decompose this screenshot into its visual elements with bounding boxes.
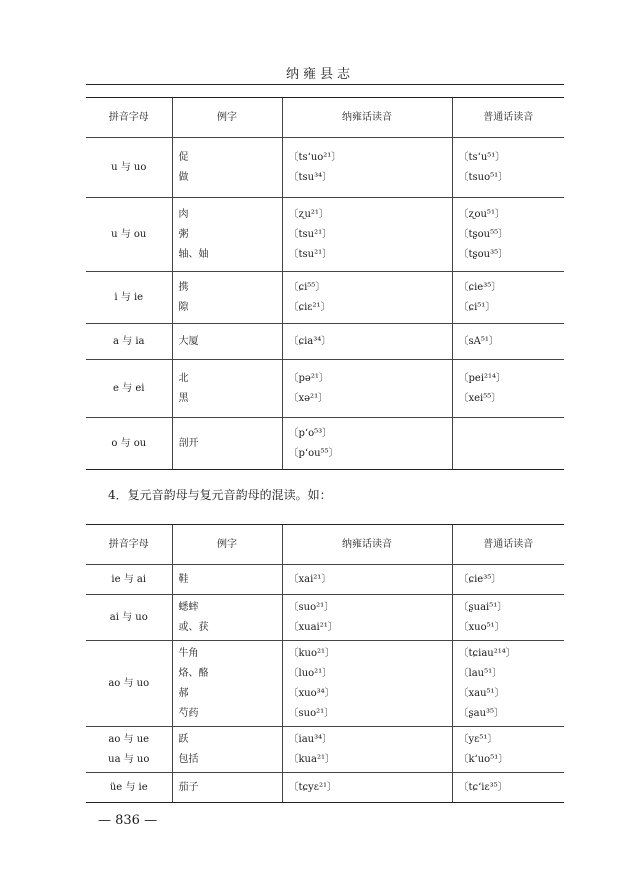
putonghua-reading: 〔xuo⁵¹〕 <box>458 621 505 633</box>
header-pinyin: 拼音字母 <box>86 98 172 138</box>
nayong-reading: 〔p‘o⁵³〕 <box>288 427 333 439</box>
putonghua-reading: 〔yɛ⁵¹〕 <box>458 733 498 745</box>
example-word: 促 <box>178 151 189 163</box>
example-word: 黑 <box>178 392 189 404</box>
nayong-reading-cell <box>282 565 452 595</box>
header-putonghua-reading: 普通话读音 <box>452 98 564 138</box>
putonghua-reading-cell <box>452 727 564 773</box>
example-cell <box>172 360 282 418</box>
putonghua-reading: 〔ɕi⁵¹〕 <box>458 301 496 313</box>
example-word: 轴、妯 <box>178 248 209 260</box>
putonghua-reading: 〔tɕ‘iɛ³⁵〕 <box>458 781 508 793</box>
putonghua-reading-cell <box>452 773 564 803</box>
nayong-reading: 〔ɕiɛ²¹〕 <box>288 301 331 313</box>
nayong-reading: 〔xuo³⁴〕 <box>288 687 335 699</box>
pinyin-cell <box>86 773 172 803</box>
putonghua-reading: 〔ɕie³⁵〕 <box>458 281 502 293</box>
nayong-reading-cell <box>282 272 452 324</box>
table-compound-mixing <box>86 524 564 803</box>
example-cell <box>172 324 282 360</box>
page-number: — 836 — <box>98 813 158 828</box>
nayong-reading: 〔tsu²¹〕 <box>288 228 333 240</box>
table-row <box>86 360 564 418</box>
table-row <box>86 324 564 360</box>
example-word: 包括 <box>178 753 199 765</box>
pinyin-cell <box>86 727 172 773</box>
nayong-reading: 〔ɕi⁵⁵〕 <box>288 281 326 293</box>
nayong-reading: 〔kua²¹〕 <box>288 753 335 765</box>
header-example: 例字 <box>172 525 282 565</box>
example-word: 烙、酪 <box>178 667 209 679</box>
putonghua-reading-cell <box>452 595 564 641</box>
nayong-reading-cell <box>282 641 452 727</box>
example-cell <box>172 773 282 803</box>
example-word: 鞋 <box>178 573 189 585</box>
nayong-reading-cell <box>282 773 452 803</box>
nayong-reading: 〔ɕia³⁴〕 <box>288 335 332 347</box>
nayong-reading-cell <box>282 595 452 641</box>
putonghua-reading: 〔xau⁵¹〕 <box>458 687 505 699</box>
pinyin-cell: e 与 ei <box>86 360 172 418</box>
pinyin-pair: ao 与 uo <box>108 677 150 689</box>
putonghua-reading: 〔tʂou⁵⁵〕 <box>458 228 509 240</box>
example-cell <box>172 595 282 641</box>
putonghua-reading: 〔pei²¹⁴〕 <box>458 372 507 384</box>
header-example: 例字 <box>172 98 282 138</box>
nayong-reading: 〔tɕyɛ²¹〕 <box>288 781 337 793</box>
example-word: 剖开 <box>178 437 199 449</box>
nayong-reading-cell <box>282 324 452 360</box>
table-row <box>86 595 564 641</box>
table-row <box>86 727 564 773</box>
putonghua-reading-cell <box>452 272 564 324</box>
putonghua-reading-cell <box>452 565 564 595</box>
table-row <box>86 773 564 803</box>
nayong-reading: 〔xai²¹〕 <box>288 573 332 585</box>
header-nayong-reading: 纳雍话读音 <box>282 98 452 138</box>
pinyin-pair: ie 与 ai <box>111 573 147 585</box>
example-word: 北 <box>178 372 189 384</box>
nayong-reading: 〔suo²¹〕 <box>288 601 335 613</box>
table-header-row <box>86 525 564 565</box>
example-word: 大厦 <box>178 335 199 347</box>
putonghua-reading: 〔ʂau³⁵〕 <box>458 707 505 719</box>
nayong-reading: 〔xuai²¹〕 <box>288 621 338 633</box>
putonghua-reading-cell <box>452 641 564 727</box>
putonghua-reading: 〔ɕie³⁵〕 <box>458 573 502 585</box>
putonghua-reading: 〔tɕiau²¹⁴〕 <box>458 647 516 659</box>
pinyin-cell: o 与 ou <box>86 418 172 470</box>
putonghua-reading-cell <box>452 138 564 198</box>
nayong-reading-cell <box>282 138 452 198</box>
table-row <box>86 198 564 272</box>
pinyin-cell: u 与 ou <box>86 198 172 272</box>
putonghua-reading: 〔ʂuai⁵¹〕 <box>458 601 508 613</box>
table-compound-vs-simple <box>86 97 564 470</box>
putonghua-reading: 〔xei⁵⁵〕 <box>458 392 502 404</box>
example-word: 肉 <box>178 208 189 220</box>
putonghua-reading: 〔tʂou³⁵〕 <box>458 248 509 260</box>
example-word: 茄子 <box>178 781 199 793</box>
header-pinyin: 拼音字母 <box>86 525 172 565</box>
example-cell <box>172 641 282 727</box>
table-row <box>86 565 564 595</box>
pinyin-cell <box>86 641 172 727</box>
nayong-reading: 〔p‘ou⁵⁵〕 <box>288 447 339 459</box>
running-header: 纳雍县志 <box>285 67 354 82</box>
example-cell <box>172 418 282 470</box>
nayong-reading: 〔luo²¹〕 <box>288 667 333 679</box>
putonghua-reading-cell <box>452 324 564 360</box>
example-cell <box>172 138 282 198</box>
example-cell <box>172 565 282 595</box>
nayong-reading: 〔tsu²¹〕 <box>288 248 333 260</box>
nayong-reading: 〔xə²¹〕 <box>288 392 329 404</box>
nayong-reading: 〔pə²¹〕 <box>288 372 329 384</box>
pinyin-cell <box>86 565 172 595</box>
nayong-reading: 〔kuo²¹〕 <box>288 647 336 659</box>
example-word: 做 <box>178 171 189 183</box>
header-nayong-reading: 纳雍话读音 <box>282 525 452 565</box>
header-putonghua-reading: 普通话读音 <box>452 525 564 565</box>
pinyin-pair: ua 与 uo <box>108 753 150 765</box>
nayong-reading: 〔ts‘uo²¹〕 <box>288 151 342 163</box>
example-cell <box>172 727 282 773</box>
nayong-reading: 〔suo²¹〕 <box>288 707 335 719</box>
putonghua-reading-cell <box>452 360 564 418</box>
table-row <box>86 641 564 727</box>
putonghua-reading: 〔lau⁵¹〕 <box>458 667 503 679</box>
putonghua-reading: 〔ʐou⁵¹〕 <box>458 208 505 220</box>
nayong-reading: 〔iau³⁴〕 <box>288 733 333 745</box>
pinyin-cell: u 与 uo <box>86 138 172 198</box>
pinyin-cell <box>86 595 172 641</box>
pinyin-pair: ao 与 ue <box>108 733 150 745</box>
example-word: 或、获 <box>178 621 209 633</box>
pinyin-pair: ai 与 uo <box>109 611 148 623</box>
pinyin-cell: a 与 ia <box>86 324 172 360</box>
header-rule <box>86 84 564 85</box>
nayong-reading-cell <box>282 418 452 470</box>
nayong-reading-cell <box>282 360 452 418</box>
table-row <box>86 272 564 324</box>
putonghua-reading-cell <box>452 198 564 272</box>
example-word: 携 <box>178 281 189 293</box>
table-row <box>86 418 564 470</box>
putonghua-reading-cell <box>452 418 564 470</box>
example-word: 蟋蟀 <box>178 601 199 613</box>
pinyin-cell: i 与 ie <box>86 272 172 324</box>
nayong-reading: 〔ʐu²¹〕 <box>288 208 329 220</box>
example-cell <box>172 198 282 272</box>
example-word: 牛角 <box>178 647 199 659</box>
nayong-reading-cell <box>282 727 452 773</box>
nayong-reading: 〔tsu³⁴〕 <box>288 171 333 183</box>
putonghua-reading: 〔k‘uo⁵¹〕 <box>458 753 509 765</box>
example-word: 隙 <box>178 301 189 313</box>
example-word: 郝 <box>178 687 189 699</box>
table-header-row <box>86 98 564 138</box>
table-row <box>86 138 564 198</box>
pinyin-pair: üe 与 ie <box>109 781 148 793</box>
putonghua-reading: 〔sA⁵¹〕 <box>458 335 499 347</box>
example-word: 粥 <box>178 228 189 240</box>
putonghua-reading: 〔ts‘u⁵¹〕 <box>458 151 506 163</box>
example-cell <box>172 272 282 324</box>
example-word: 芍药 <box>178 707 199 719</box>
putonghua-reading: 〔tsuo⁵¹〕 <box>458 171 509 183</box>
section-heading: 4．复元音韵母与复元音韵母的混读。如： <box>108 488 332 502</box>
nayong-reading-cell <box>282 198 452 272</box>
example-word: 跃 <box>178 733 189 745</box>
